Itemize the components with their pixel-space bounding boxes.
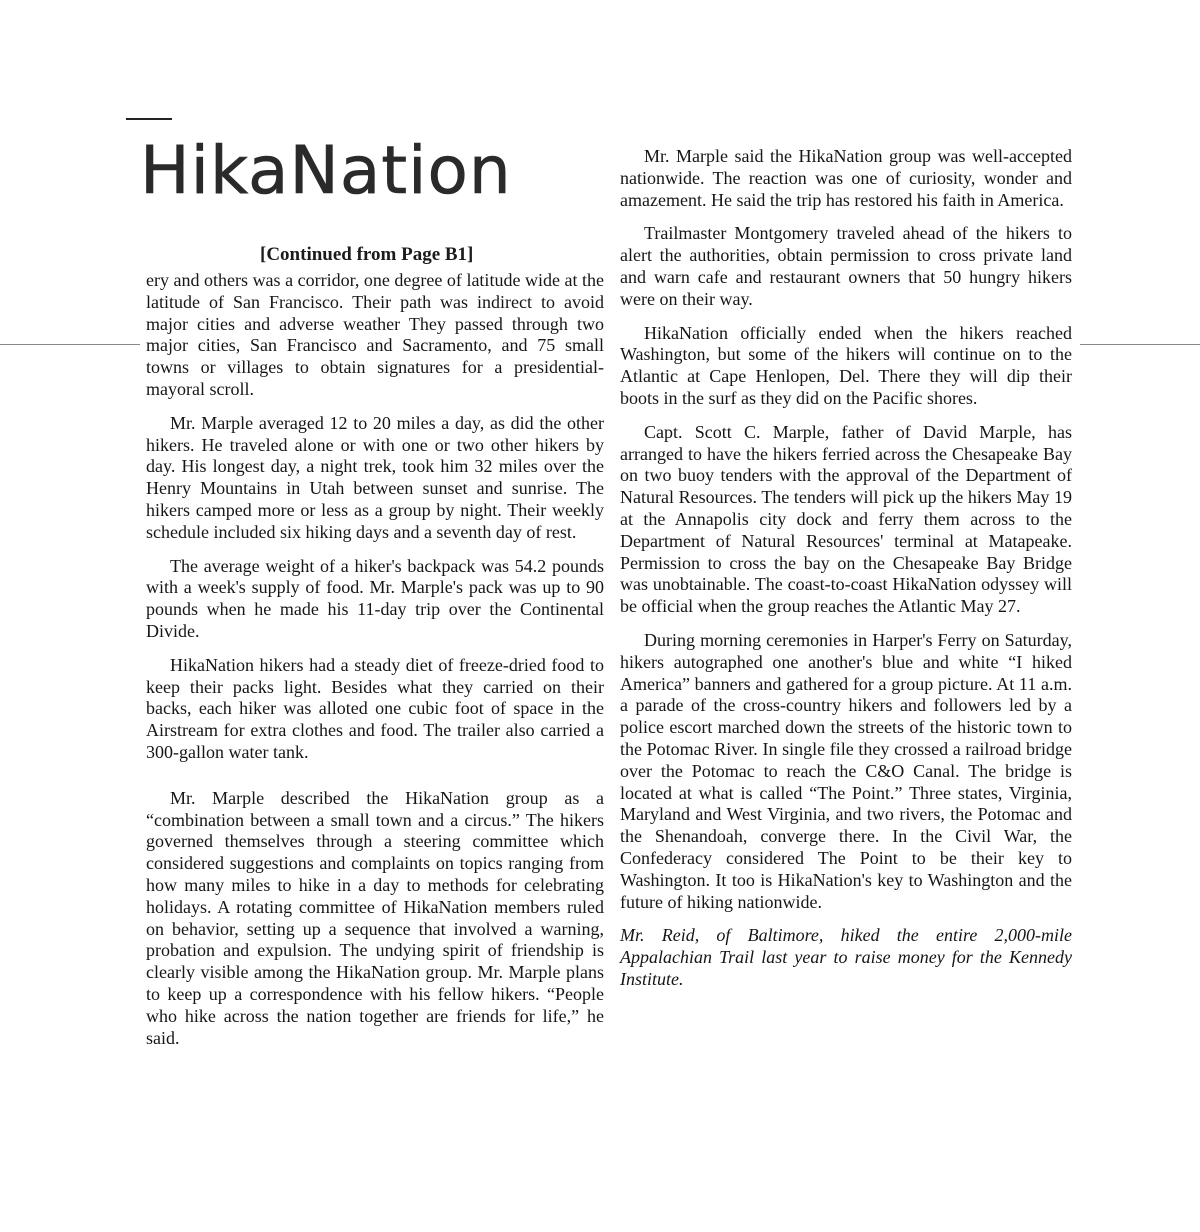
article-paragraph: HikaNation officially ended when the hikers reached Washington, but some of the hikers will continue on to the Atlantic at Cape Henlopen, Del. There they will dip their boots in the surf as they did on the Pacific shores.	[620, 322, 1072, 408]
fold-line-left	[0, 344, 140, 345]
article-paragraph: Mr. Marple described the HikaNation group as a “combination between a small town and a circus.” The hikers governed themselves through a steering committee which considered suggestions and complaints on topics ranging from how many miles to hike in a day to methods for celebrating holidays. A rotating committee of HikaNation members ruled on behavior, setting up a sequence that involved a warning, probation and expulsion. The undying spirit of friendship is clearly visible among the HikaNation group. Mr. Marple plans to keep up a correspondence with his fellow hikers. “People who hike across the nation together are friends for life,” he said.	[146, 787, 604, 1048]
fold-line-right	[1080, 344, 1200, 345]
article-paragraph: ery and others was a corridor, one degree of latitude wide at the latitude of San Francisco. Their path was indirect to avoid major cities and adverse weather They passed through two major cities, San Francisco and Sacramento, and 75 small towns or villages to obtain signatures for a presidential-mayoral scroll.	[146, 270, 604, 399]
article-paragraph: Mr. Marple averaged 12 to 20 miles a day, as did the other hikers. He traveled alone or with one or two other hikers by day. His longest day, a night trek, took him 32 miles over the Henry Mountains in Utah between sunset and sunrise. The hikers camped more or less as a group by night. Their weekly schedule included six hiking days and a seventh day of rest.	[146, 412, 604, 542]
article-paragraph: During morning ceremonies in Harper's Ferry on Saturday, hikers autographed one another's blue and white “I hiked America” banners and gathered for a group picture. At 11 a.m. a parade of the cross-country hikers and followers led by a police escort marched down the streets of the historic town to the Potomac River. In single file they crossed a railroad bridge over the Potomac to reach the C&O Canal. The bridge is located at what is called “The Point.” Three states, Virginia, Maryland and West Virginia, and two rivers, the Potomac and the Shenandoah, converge there. In the Civil War, the Confederacy considered The Point to be their key to Washington. It too is HikaNation's key to Washington and the future of hiking nationwide.	[620, 629, 1072, 912]
top-rule	[126, 118, 172, 120]
author-credit: Mr. Reid, of Baltimore, hiked the entire 2,000-mile Appalachian Trail last year to raise money for the Kennedy Institute.	[620, 925, 1072, 989]
continued-label: [Continued from Page B1]	[260, 244, 474, 265]
article-paragraph: The average weight of a hiker's backpack was 54.2 pounds with a week's supply of food. Mr. Marple's pack was up to 90 pounds when he made his 11-day trip over the Continental Divide.	[146, 555, 604, 641]
left-column	[146, 270, 604, 1061]
article-paragraph: HikaNation hikers had a steady diet of freeze-dried food to keep their packs light. Besides what they carried on their backs, each hiker was alloted one cubic foot of space in the Airstream for extra clothes and food. The trailer also carried a 300-gallon water tank.	[146, 654, 604, 762]
right-column	[620, 146, 1072, 1003]
article-paragraph: Mr. Marple said the HikaNation group was well-accepted nationwide. The reaction was one of curiosity, wonder and amazement. He said the trip has restored his faith in America.	[620, 146, 1072, 210]
article-paragraph: Trailmaster Montgomery traveled ahead of the hikers to alert the authorities, obtain permission to cross private land and warn cafe and restaurant owners that 50 hungry hikers were on their way.	[620, 223, 1072, 309]
article-paragraph: Capt. Scott C. Marple, father of David Marple, has arranged to have the hikers ferried across the Chesapeake Bay on two buoy tenders with the approval of the Department of Natural Resources. The tenders will pick up the hikers May 19 at the Annapolis city dock and ferry them across to the Department of Natural Resources' terminal at Matapeake. Permission to cross the bay on the Chesapeake Bay Bridge was unobtainable. The coast-to-coast HikaNation odyssey will be official when the group reaches the Atlantic May 27.	[620, 421, 1072, 617]
masthead-title: HikaNation	[140, 132, 512, 209]
